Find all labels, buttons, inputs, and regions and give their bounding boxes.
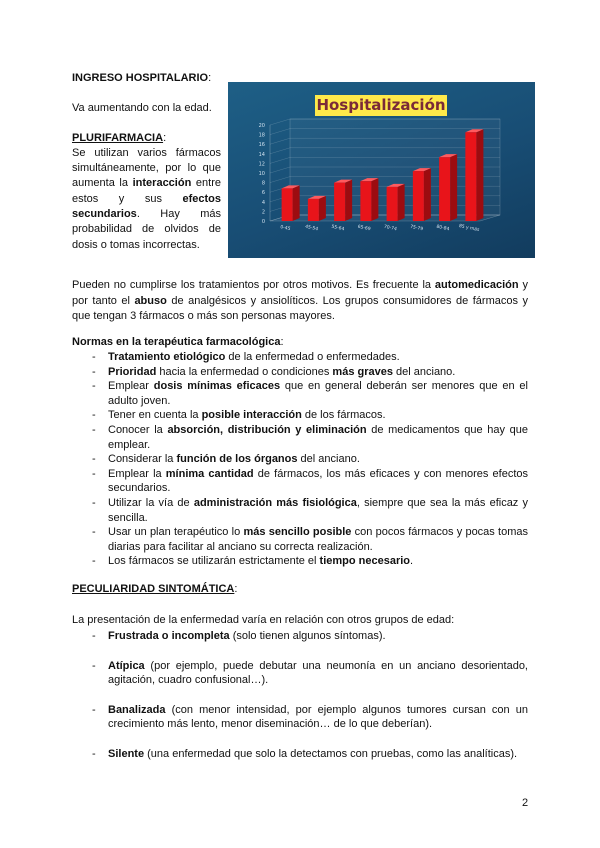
normas-item-pre: Emplear bbox=[108, 380, 154, 393]
plurifarmacia-t2: entre estos y sus bbox=[72, 177, 221, 205]
plurifarmacia-title: PLURIFARMACIA bbox=[72, 131, 164, 144]
normas-item bbox=[72, 496, 528, 525]
hospitalizacion-chart bbox=[228, 82, 535, 258]
peculiaridad-intro: La presentación de la enfermedad varía en relación con otros grupos de edad: bbox=[72, 614, 455, 626]
plurifarmacia-colon: : bbox=[163, 131, 167, 144]
para1-t3: de analgésicos y ansiolíticos. Los grupos consumidores de fármacos y que tengan 3 fármacos o más son personas mayores. bbox=[72, 294, 528, 322]
chart-ytick-label: 10 bbox=[258, 171, 265, 177]
ingreso-text: Va aumentando con la edad. bbox=[72, 102, 212, 115]
chart-bar-side bbox=[319, 196, 326, 221]
plurifarmacia-text bbox=[72, 146, 221, 253]
chart-bar bbox=[465, 132, 476, 221]
chart-bar bbox=[439, 157, 450, 221]
chart-title: Hospitalización bbox=[316, 96, 446, 114]
chart-ytick-label: 0 bbox=[261, 219, 265, 225]
normas-item-pre: Los fármacos se utilizarán estrictamente el bbox=[108, 555, 320, 568]
normas-item-text: . bbox=[410, 555, 414, 568]
chart-bar-side bbox=[371, 178, 378, 221]
peculiaridad-title: PECULIARIDAD SINTOMÁTICA bbox=[72, 583, 235, 595]
ingreso-colon: : bbox=[208, 72, 212, 84]
peculiaridad-item bbox=[72, 747, 528, 762]
normas-item-text2: del anciano. bbox=[392, 365, 456, 378]
chart-ytick-label: 16 bbox=[258, 142, 265, 149]
normas-item bbox=[72, 452, 528, 467]
chart-xtick-label: 65-69 bbox=[357, 224, 371, 233]
plurifarmacia-t3: . Hay más probabilidad de olvidos de dosis o tomas incorrectas. bbox=[72, 208, 221, 251]
chart-bar bbox=[308, 199, 319, 221]
normas-item-bold: Tratamiento etiológico bbox=[108, 351, 226, 363]
normas-item-pre: Considerar la bbox=[108, 453, 177, 466]
peculiaridad-list bbox=[72, 629, 528, 762]
chart-bar bbox=[282, 188, 293, 221]
peculiaridad-item-bold: Frustrada o incompleta bbox=[108, 630, 230, 642]
peculiaridad-item-text: (solo tienen algunos síntomas). bbox=[229, 630, 386, 642]
chart-ytick-label: 4 bbox=[261, 199, 265, 206]
peculiaridad-item-bold: Atípica bbox=[108, 659, 145, 672]
normas-item-bold: más sencillo posible bbox=[243, 526, 352, 539]
chart-xtick-label: 45-54 bbox=[304, 224, 319, 233]
plurifarmacia-b1: interacción bbox=[132, 177, 192, 190]
normas-item-bold: tiempo necesario bbox=[319, 555, 411, 568]
paragraph-automedicacion bbox=[72, 278, 528, 325]
peculiaridad-item-bold: Silente bbox=[108, 747, 145, 760]
chart-ytick-label: 2 bbox=[261, 209, 265, 216]
normas-item-bold: posible interacción bbox=[201, 409, 302, 422]
normas-item bbox=[72, 554, 528, 569]
plurifarmacia-t1: Se utilizan varios fármacos simultáneamente, por lo que aumenta la bbox=[72, 146, 221, 190]
para1-b2: abuso bbox=[134, 294, 167, 307]
normas-item-pre: Conocer la bbox=[108, 423, 168, 436]
chart-ytick-label: 6 bbox=[261, 190, 265, 197]
chart-bar-side bbox=[398, 184, 405, 221]
ingreso-heading bbox=[72, 71, 221, 86]
normas-item-bold: Prioridad bbox=[108, 365, 157, 378]
para1-b1: automedicación bbox=[434, 279, 519, 291]
peculiaridad-item-text: (una enfermedad que solo la detectamos con pruebas, como las analíticas). bbox=[144, 747, 518, 760]
chart-bar bbox=[334, 183, 345, 221]
para1-t2: y por tanto el bbox=[72, 279, 528, 307]
plurifarmacia-b2: efectos secundarios bbox=[72, 192, 221, 221]
chart-xtick-label: 85 y más bbox=[458, 223, 480, 234]
chart-bar-side bbox=[345, 180, 352, 221]
left-column bbox=[72, 71, 221, 253]
normas-item-pre: Usar un plan terapéutico lo bbox=[108, 526, 244, 539]
chart-bar bbox=[413, 171, 424, 221]
normas-item bbox=[72, 525, 528, 554]
normas-item-text: hacia la enfermedad o condiciones bbox=[156, 365, 333, 378]
normas-item-bold: dosis mínimas eficaces bbox=[153, 380, 281, 393]
normas-item-text: de medicamentos que hay que emplear. bbox=[108, 423, 528, 451]
normas-item-text: de la enfermedad o enfermedades. bbox=[225, 351, 400, 363]
chart-ytick-label: 8 bbox=[261, 180, 265, 187]
chart-xtick-label: 70-74 bbox=[383, 224, 398, 233]
normas-item-bold: mínima cantidad bbox=[165, 467, 254, 480]
para1-t1: Pueden no cumplirse los tratamientos por otros motivos. Es frecuente la bbox=[72, 279, 435, 291]
chart-ytick-label: 18 bbox=[258, 132, 265, 139]
chart-bar-side bbox=[476, 129, 483, 221]
normas-item-pre: Emplear la bbox=[108, 467, 166, 480]
normas-item bbox=[72, 379, 528, 408]
normas-item bbox=[72, 423, 528, 452]
chart-ytick-label: 20 bbox=[258, 123, 265, 129]
normas-item-text: , siempre que sea la más eficaz y sencilla. bbox=[108, 496, 528, 524]
chart-bar bbox=[387, 187, 398, 221]
chart-bar-side bbox=[293, 185, 300, 221]
normas-item-bold: función de los órganos bbox=[176, 453, 298, 466]
peculiaridad-item-text: (con menor intensidad, por ejemplo algunos tumores cursan con un crecimiento más lento, menor diseminación… de lo que deberían). bbox=[108, 703, 528, 731]
plurifarmacia-heading bbox=[72, 131, 221, 146]
chart-xtick-label: 75-79 bbox=[409, 224, 424, 233]
normas-item-pre: Tener en cuenta la bbox=[108, 409, 202, 422]
peculiaridad-item bbox=[72, 629, 528, 644]
normas-item-bold: absorción, distribución y eliminación bbox=[167, 423, 367, 436]
normas-item bbox=[72, 365, 528, 380]
normas-item-text: que en general deberán ser menores que en el adulto joven. bbox=[108, 380, 528, 407]
chart-xtick-label: 80-84 bbox=[435, 224, 450, 233]
chart-bar-side bbox=[424, 168, 431, 221]
normas-item-text: de los fármacos. bbox=[301, 409, 386, 422]
chart-bar bbox=[360, 181, 371, 221]
ingreso-title: INGRESO HOSPITALARIO bbox=[72, 72, 209, 84]
page-number: 2 bbox=[522, 797, 529, 809]
normas-item-pre: Utilizar la vía de bbox=[108, 496, 194, 509]
chart-ytick-label: 12 bbox=[258, 161, 265, 168]
peculiaridad-heading bbox=[72, 582, 237, 598]
peculiaridad-colon: : bbox=[234, 583, 238, 595]
normas-item-bold2: más graves bbox=[332, 365, 393, 378]
normas-heading bbox=[72, 335, 284, 351]
peculiaridad-item-text: (por ejemplo, puede debutar una neumonía en un anciano desorientado, agitación, cuadro confusional…). bbox=[108, 659, 528, 687]
normas-item bbox=[72, 467, 528, 496]
peculiaridad-item bbox=[72, 703, 528, 732]
chart-xtick-label: 0-45 bbox=[279, 225, 291, 233]
normas-item-text: de fármacos, los más eficaces y con menores efectos secundarios. bbox=[108, 467, 529, 495]
normas-title: Normas en la terapéutica farmacológica bbox=[72, 336, 281, 348]
normas-list bbox=[72, 350, 528, 569]
normas-colon: : bbox=[280, 336, 284, 348]
chart-ytick-label: 14 bbox=[258, 151, 265, 158]
chart-bar-side bbox=[450, 154, 457, 221]
normas-item-text: del anciano. bbox=[297, 453, 360, 466]
peculiaridad-item-bold: Banalizada bbox=[108, 703, 166, 716]
chart-xtick-label: 55-64 bbox=[330, 224, 345, 233]
chart-plot bbox=[228, 82, 535, 258]
normas-item bbox=[72, 350, 528, 365]
normas-item-bold: administración más fisiológica bbox=[193, 496, 357, 509]
normas-item-text: con pocos fármacos y pocas tomas diarias para facilitar al anciano su correcta realización. bbox=[108, 526, 529, 553]
normas-item bbox=[72, 408, 528, 423]
peculiaridad-item bbox=[72, 659, 528, 688]
